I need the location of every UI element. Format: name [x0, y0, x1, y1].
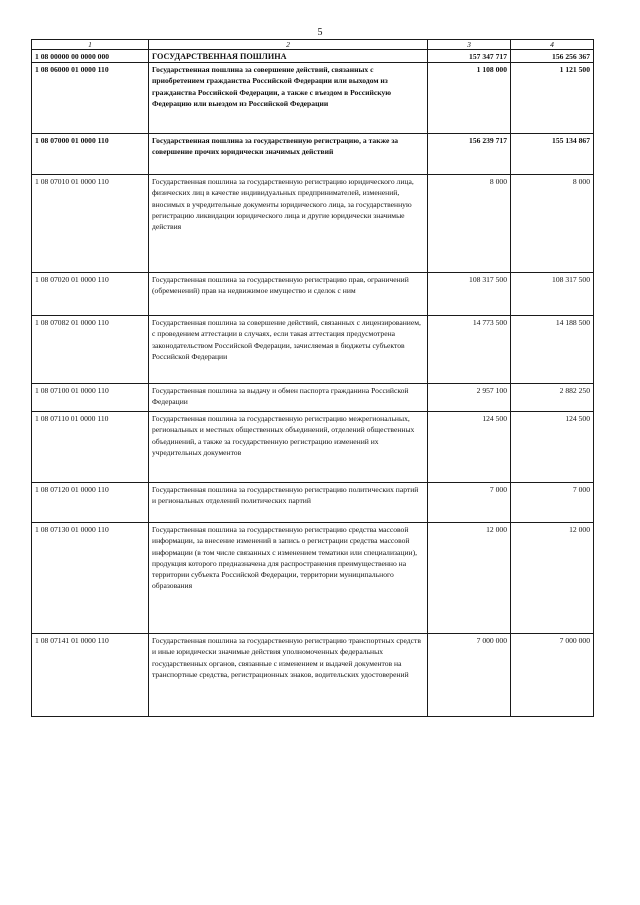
- table-row: [32, 63, 594, 134]
- amount-column-4: 155 134 867: [511, 134, 594, 175]
- kbk-code: 1 08 00000 00 0000 000: [32, 50, 149, 63]
- amount-column-3: 124 500: [428, 412, 511, 483]
- table-row: [32, 412, 594, 483]
- revenue-name: Государственная пошлина за государственную регистрацию политических партий и региональных отделений политических партий: [149, 483, 428, 523]
- revenue-name: Государственная пошлина за совершение действий, связанных с лицензированием, с проведением аттестации в случаях, если такая аттестация предусмотрена законодательством Российской Федерации, зачисляемая в бюджеты субъектов Российской Федерации: [149, 316, 428, 384]
- amount-column-3: 156 239 717: [428, 134, 511, 175]
- amount-column-3: 14 773 500: [428, 316, 511, 384]
- kbk-code: 1 08 07082 01 0000 110: [32, 316, 149, 384]
- amount-column-3: 108 317 500: [428, 273, 511, 316]
- amount-column-3: 7 000 000: [428, 634, 511, 717]
- amount-column-3: 157 347 717: [428, 50, 511, 63]
- amount-column-3: 7 000: [428, 483, 511, 523]
- amount-column-3: 8 000: [428, 175, 511, 273]
- amount-column-3: 2 957 100: [428, 384, 511, 412]
- table-row: [32, 384, 594, 412]
- kbk-code: 1 08 07010 01 0000 110: [32, 175, 149, 273]
- column-number-1: 1: [32, 40, 149, 50]
- kbk-code: 1 08 07120 01 0000 110: [32, 483, 149, 523]
- amount-column-4: 108 317 500: [511, 273, 594, 316]
- amount-column-4: 14 188 500: [511, 316, 594, 384]
- revenue-table: [31, 39, 594, 717]
- kbk-code: 1 08 07141 01 0000 110: [32, 634, 149, 717]
- column-number-3: 3: [428, 40, 511, 50]
- revenue-name: Государственная пошлина за совершение действий, связанных с приобретением гражданства Российской Федерации или выходом из гражданства Российской Федерации, а также с въездом в Российскую Федерацию или выездом из Российской Федерации: [149, 63, 428, 134]
- amount-column-4: 7 000: [511, 483, 594, 523]
- amount-column-3: 12 000: [428, 523, 511, 634]
- amount-column-3: 1 108 000: [428, 63, 511, 134]
- column-number-4: 4: [511, 40, 594, 50]
- column-number-row: [32, 40, 594, 50]
- amount-column-4: 124 500: [511, 412, 594, 483]
- column-number-2: 2: [149, 40, 428, 50]
- revenue-name: Государственная пошлина за государственную регистрацию межрегиональных, региональных и местных общественных объединений, отделений общественных объединений, а также за государственную регистрацию изменений их учредительных документов: [149, 412, 428, 483]
- table-row: [32, 483, 594, 523]
- kbk-code: 1 08 07110 01 0000 110: [32, 412, 149, 483]
- table-row: [32, 523, 594, 634]
- revenue-name: Государственная пошлина за государственную регистрацию транспортных средств и иные юридически значимые действия уполномоченных федеральных государственных органов, связанные с изменением и выдачей документов на транспортные средства, регистрационных знаков, водительских удостоверений: [149, 634, 428, 717]
- amount-column-4: 156 256 367: [511, 50, 594, 63]
- table-row: [32, 273, 594, 316]
- table-row: [32, 50, 594, 63]
- table-row: [32, 175, 594, 273]
- revenue-name: ГОСУДАРСТВЕННАЯ ПОШЛИНА: [149, 50, 428, 63]
- revenue-name: Государственная пошлина за государственную регистрацию средства массовой информации, за внесение изменений в запись о регистрации средства массовой информации (в том числе связанных с изменением тематики или специализации), продукция которого предназначена для распространения преимущественно на территории субъекта Российской Федерации, территории муниципального образования: [149, 523, 428, 634]
- kbk-code: 1 08 07000 01 0000 110: [32, 134, 149, 175]
- amount-column-4: 12 000: [511, 523, 594, 634]
- revenue-name: Государственная пошлина за государственную регистрацию юридического лица, физических лиц в качестве индивидуальных предпринимателей, изменений, вносимых в учредительные документы юридического лица, за государственную регистрацию ликвидации юридического лица и другие юридически значимые действия: [149, 175, 428, 273]
- table-row: [32, 634, 594, 717]
- revenue-name: Государственная пошлина за государственную регистрацию, а также за совершение прочих юридически значимых действий: [149, 134, 428, 175]
- kbk-code: 1 08 06000 01 0000 110: [32, 63, 149, 134]
- kbk-code: 1 08 07130 01 0000 110: [32, 523, 149, 634]
- page-number: 5: [317, 27, 323, 38]
- amount-column-4: 7 000 000: [511, 634, 594, 717]
- kbk-code: 1 08 07100 01 0000 110: [32, 384, 149, 412]
- amount-column-4: 8 000: [511, 175, 594, 273]
- revenue-name: Государственная пошлина за государственную регистрацию прав, ограничений (обременений) прав на недвижимое имущество и сделок с ним: [149, 273, 428, 316]
- table-row: [32, 134, 594, 175]
- revenue-name: Государственная пошлина за выдачу и обмен паспорта гражданина Российской Федерации: [149, 384, 428, 412]
- amount-column-4: 1 121 500: [511, 63, 594, 134]
- amount-column-4: 2 882 250: [511, 384, 594, 412]
- table-row: [32, 316, 594, 384]
- kbk-code: 1 08 07020 01 0000 110: [32, 273, 149, 316]
